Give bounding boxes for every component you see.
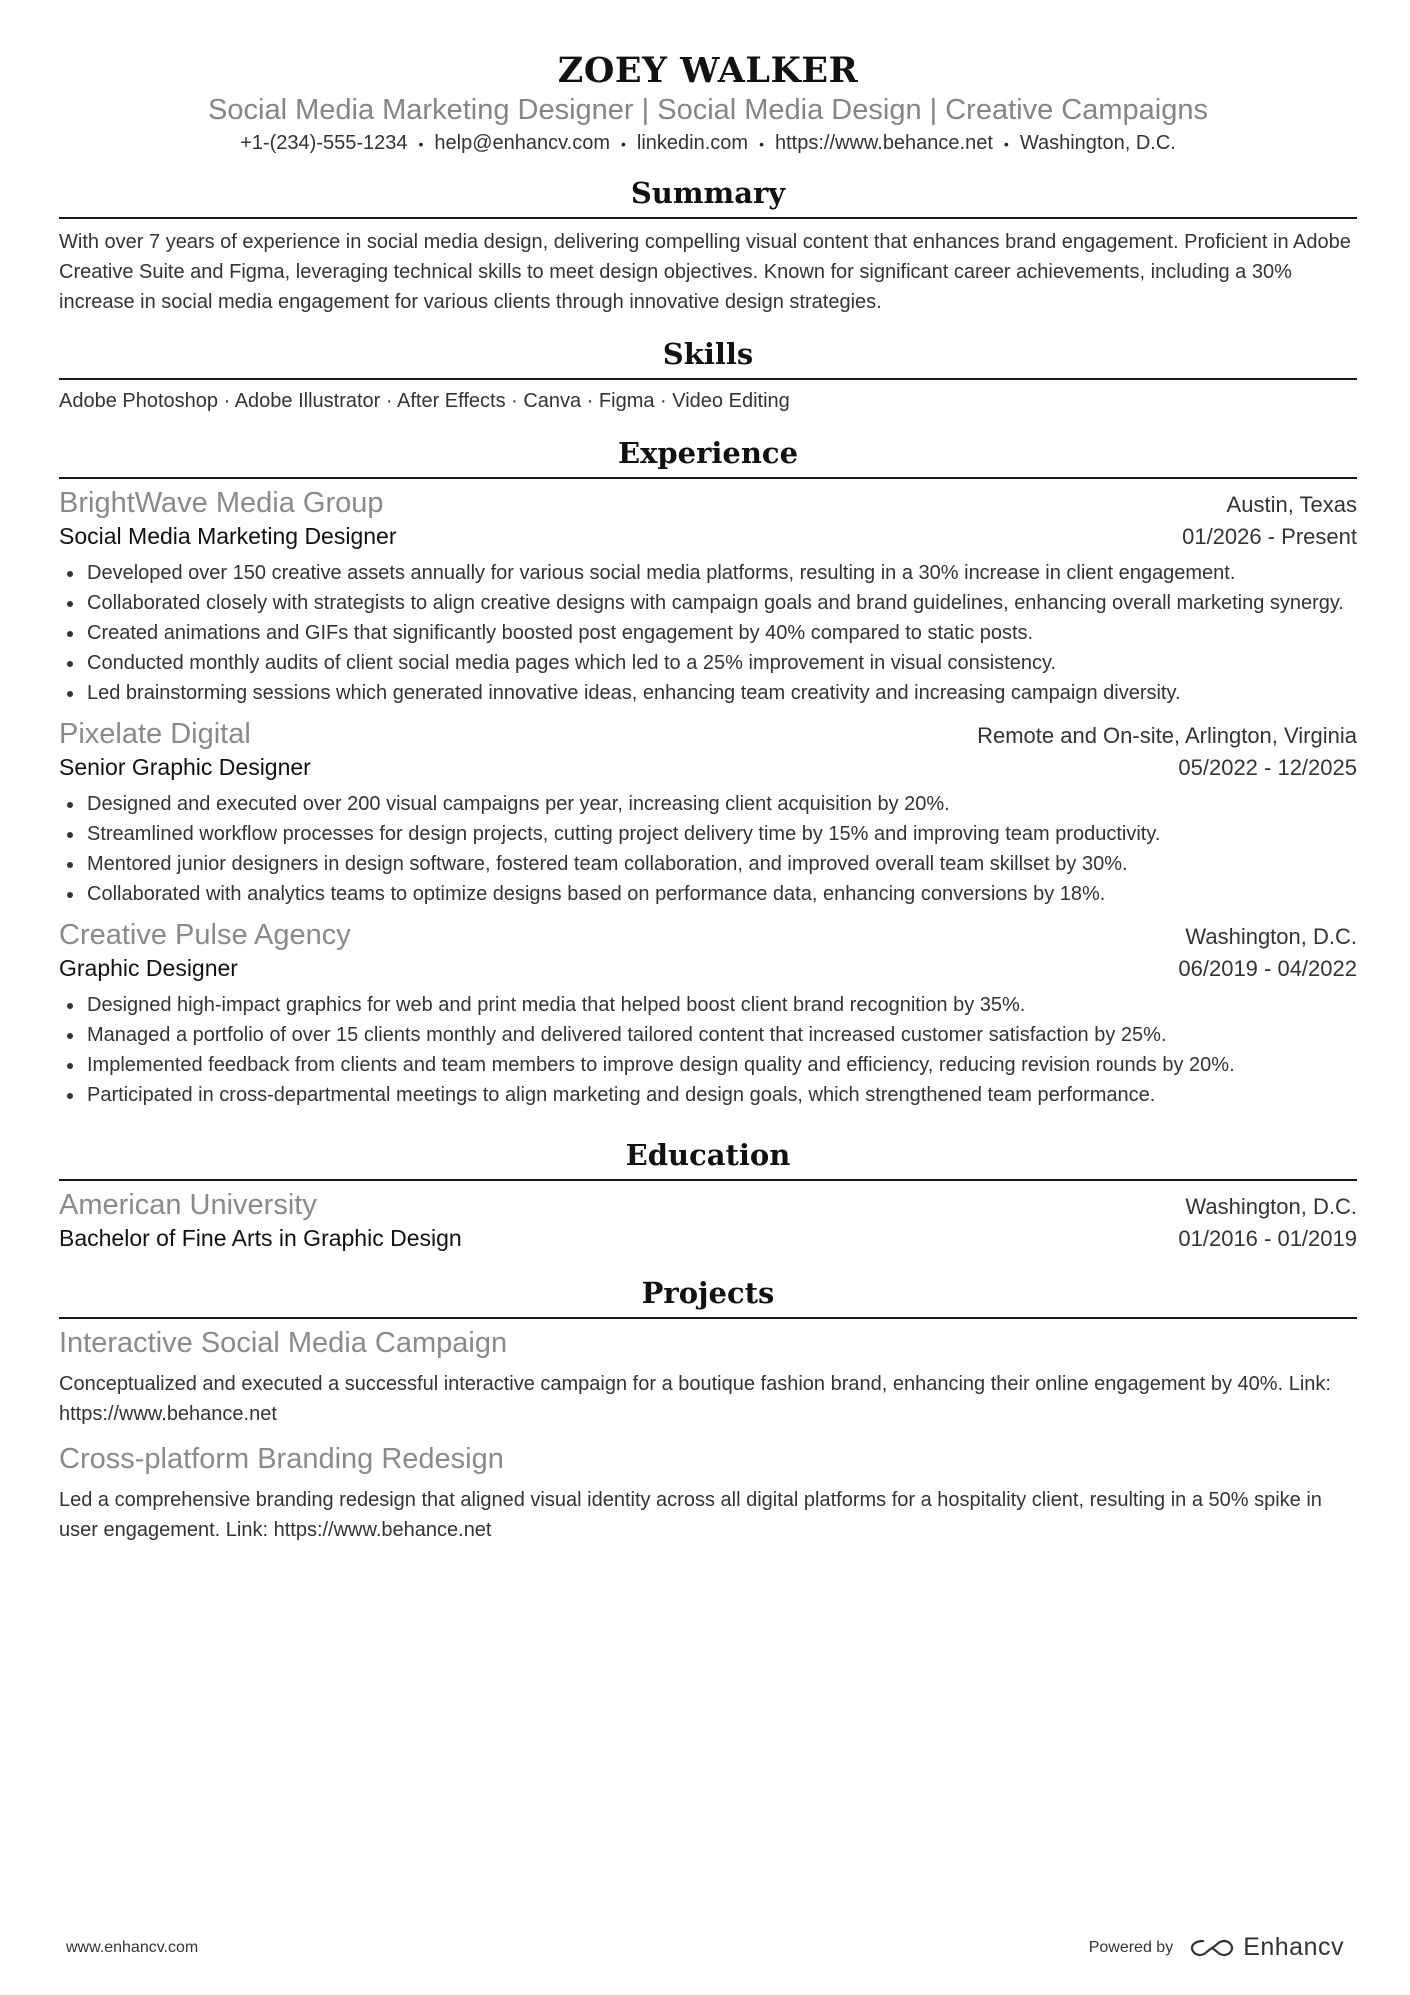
- section-title-summary: Summary: [630, 175, 786, 210]
- section-divider: [59, 1179, 1357, 1181]
- job-dates: 05/2022 - 12/2025: [1178, 754, 1357, 780]
- job-bullets: [59, 558, 1357, 708]
- footer-website-link[interactable]: www.enhancv.com: [66, 1938, 199, 1956]
- project-name: Interactive Social Media Campaign: [59, 1326, 508, 1359]
- section-title-projects: Projects: [641, 1275, 775, 1310]
- project-entry: [59, 1441, 1357, 1545]
- job-bullets: [59, 789, 1357, 909]
- skills-list: Adobe Photoshop · Adobe Illustrator · After Effects · Canva · Figma · Video Editing: [59, 389, 790, 412]
- contact-linkedin[interactable]: linkedin.com: [636, 132, 749, 154]
- section-divider: [59, 378, 1357, 380]
- section-title-skills: Skills: [662, 336, 754, 371]
- bullet-item: Designed and executed over 200 visual campaigns per year, increasing client acquisition by 20%.: [59, 789, 1357, 819]
- experience-entry: [59, 716, 1357, 909]
- section-divider: [59, 477, 1357, 479]
- candidate-tagline: Social Media Marketing Designer | Social Media Design | Creative Campaigns: [208, 94, 1208, 126]
- bullet-item: Developed over 150 creative assets annually for various social media platforms, resulting in a 30% increase in client engagement.: [59, 558, 1357, 588]
- job-title: Graphic Designer: [59, 954, 238, 981]
- school-name: American University: [59, 1188, 317, 1221]
- project-entry: [59, 1325, 1357, 1429]
- degree: Bachelor of Fine Arts in Graphic Design: [59, 1224, 462, 1251]
- bullet-item: Led brainstorming sessions which generated innovative ideas, enhancing team creativity and increasing campaign diversity.: [59, 678, 1357, 708]
- page-footer: [66, 1933, 1344, 1962]
- project-name: Cross-platform Branding Redesign: [59, 1442, 504, 1475]
- contact-phone[interactable]: +1-(234)-555-1234: [240, 132, 408, 154]
- bullet-item: Collaborated with analytics teams to optimize designs based on performance data, enhancing conversions by 18%.: [59, 879, 1357, 909]
- company-name: BrightWave Media Group: [59, 486, 384, 519]
- bullet-separator: •: [621, 135, 626, 152]
- section-divider: [59, 217, 1357, 219]
- bullet-separator: •: [759, 135, 764, 152]
- job-title: Senior Graphic Designer: [59, 753, 311, 780]
- projects-section: [59, 1274, 1357, 1545]
- summary-text: With over 7 years of experience in social media design, delivering compelling visual content that enhances brand engagement. Proficient in Adobe Creative Suite and Figma, leveraging technical skills to meet design objectives. Known for significant career achievements, including a 30% increase in social media engagement for various clients through innovative design strategies.: [59, 230, 1351, 313]
- experience-section: [59, 434, 1357, 1110]
- enhancv-brand-name: Enhancv: [1243, 1933, 1344, 1961]
- education-entry: [59, 1187, 1357, 1254]
- contact-email[interactable]: help@enhancv.com: [434, 132, 611, 154]
- bullet-item: Conducted monthly audits of client social media pages which led to a 25% improvement in visual consistency.: [59, 648, 1357, 678]
- experience-entry: [59, 485, 1357, 708]
- education-dates: 01/2016 - 01/2019: [1178, 1225, 1357, 1251]
- job-title: Social Media Marketing Designer: [59, 522, 397, 549]
- summary-section: [59, 174, 1357, 317]
- bullet-item: Streamlined workflow processes for design projects, cutting project delivery time by 15% and improving team productivity.: [59, 819, 1357, 849]
- bullet-item: Managed a portfolio of over 15 clients monthly and delivered tailored content that increased customer satisfaction by 25%.: [59, 1020, 1357, 1050]
- skills-section: [59, 335, 1357, 416]
- project-description: Led a comprehensive branding redesign that aligned visual identity across all digital platforms for a hospitality client, resulting in a 50% spike in user engagement. Link: https://www.behance.net: [59, 1488, 1322, 1541]
- section-title-experience: Experience: [617, 435, 799, 470]
- job-location: Remote and On-site, Arlington, Virginia: [977, 722, 1357, 748]
- bullet-item: Collaborated closely with strategists to align creative designs with campaign goals and brand guidelines, enhancing overall marketing synergy.: [59, 588, 1357, 618]
- enhancv-logo[interactable]: [1189, 1933, 1344, 1962]
- enhancv-logo-icon: [1189, 1937, 1235, 1959]
- bullet-separator: •: [1003, 135, 1009, 152]
- company-name: Creative Pulse Agency: [59, 918, 351, 951]
- bullet-separator: •: [418, 135, 424, 152]
- resume-page: [59, 0, 1357, 1545]
- bullet-item: Designed high-impact graphics for web and print media that helped boost client brand recognition by 35%.: [59, 990, 1357, 1020]
- bullet-item: Mentored junior designers in design software, fostered team collaboration, and improved overall team skillset by 30%.: [59, 849, 1357, 879]
- experience-entry: [59, 917, 1357, 1110]
- bullet-item: Created animations and GIFs that significantly boosted post engagement by 40% compared to static posts.: [59, 618, 1357, 648]
- project-description: Conceptualized and executed a successful interactive campaign for a boutique fashion brand, enhancing their online engagement by 40%. Link: https://www.behance.net: [59, 1372, 1331, 1425]
- job-dates: 06/2019 - 04/2022: [1178, 955, 1357, 981]
- contact-line: [59, 130, 1357, 157]
- section-title-education: Education: [625, 1137, 791, 1172]
- section-divider: [59, 1317, 1357, 1319]
- job-location: Austin, Texas: [1226, 491, 1357, 517]
- powered-by-label: Powered by: [1088, 1938, 1174, 1956]
- bullet-item: Participated in cross-departmental meetings to align marketing and design goals, which strengthened team performance.: [59, 1080, 1357, 1110]
- contact-location: Washington, D.C.: [1019, 132, 1176, 154]
- job-bullets: [59, 990, 1357, 1110]
- footer-branding: [1089, 1933, 1344, 1962]
- bullet-item: Implemented feedback from clients and team members to improve design quality and efficiency, reducing revision rounds by 20%.: [59, 1050, 1357, 1080]
- contact-portfolio[interactable]: https://www.behance.net: [775, 132, 993, 154]
- job-dates: 01/2026 - Present: [1182, 523, 1357, 549]
- company-name: Pixelate Digital: [59, 717, 251, 750]
- school-location: Washington, D.C.: [1185, 1193, 1357, 1219]
- job-location: Washington, D.C.: [1185, 923, 1357, 949]
- candidate-name: ZOEY WALKER: [557, 50, 859, 91]
- education-section: [59, 1136, 1357, 1254]
